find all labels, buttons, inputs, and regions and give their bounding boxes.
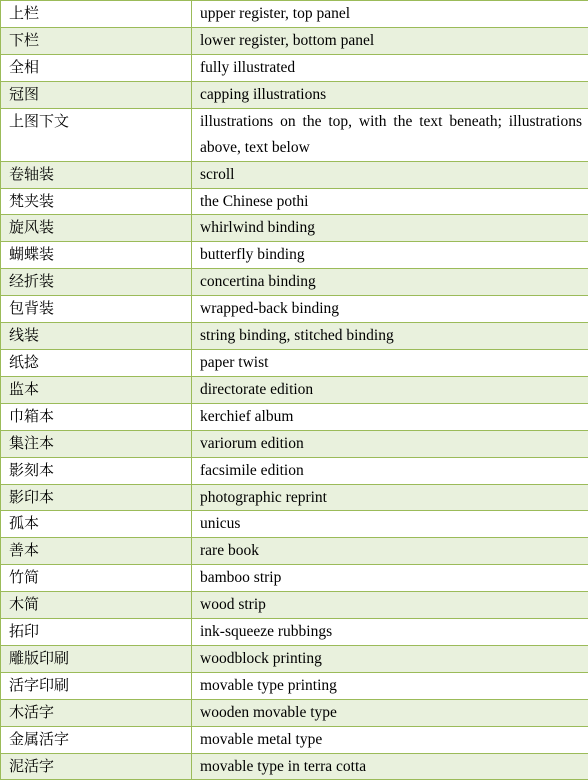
definition-cell: wood strip <box>192 592 588 619</box>
term-cell: 线装 <box>1 323 192 350</box>
table-row <box>1 592 588 619</box>
definition-cell: directorate edition <box>192 376 588 403</box>
term-cell: 包背装 <box>1 296 192 323</box>
definition-cell: movable metal type <box>192 726 588 753</box>
term-cell: 集注本 <box>1 430 192 457</box>
term-cell: 巾箱本 <box>1 403 192 430</box>
term-cell: 上栏 <box>1 1 192 28</box>
term-cell: 经折装 <box>1 269 192 296</box>
table-row <box>1 376 588 403</box>
definition-cell: scroll <box>192 161 588 188</box>
table-row <box>1 645 588 672</box>
table-row <box>1 242 588 269</box>
definition-cell: variorum edition <box>192 430 588 457</box>
table-row <box>1 403 588 430</box>
definition-cell: illustrations on the top, with the text beneath; illustrations above, text below <box>192 108 588 161</box>
definition-cell: kerchief album <box>192 403 588 430</box>
definition-cell: paper twist <box>192 349 588 376</box>
term-cell: 纸捻 <box>1 349 192 376</box>
definition-cell: wrapped-back binding <box>192 296 588 323</box>
term-cell: 梵夹装 <box>1 188 192 215</box>
table-row <box>1 699 588 726</box>
definition-cell: string binding, stitched binding <box>192 323 588 350</box>
table-row <box>1 457 588 484</box>
definition-cell: wooden movable type <box>192 699 588 726</box>
table-row <box>1 161 588 188</box>
definition-cell: concertina binding <box>192 269 588 296</box>
definition-cell: facsimile edition <box>192 457 588 484</box>
definition-cell: unicus <box>192 511 588 538</box>
term-cell: 善本 <box>1 538 192 565</box>
definition-cell: upper register, top panel <box>192 1 588 28</box>
definition-cell: fully illustrated <box>192 54 588 81</box>
table-row <box>1 619 588 646</box>
definition-cell: butterfly binding <box>192 242 588 269</box>
table-row <box>1 27 588 54</box>
glossary-body <box>1 1 588 780</box>
table-row <box>1 1 588 28</box>
term-cell: 旋风装 <box>1 215 192 242</box>
table-row <box>1 484 588 511</box>
definition-cell: movable type in terra cotta <box>192 753 588 780</box>
table-row <box>1 296 588 323</box>
table-row <box>1 349 588 376</box>
definition-cell: bamboo strip <box>192 565 588 592</box>
definition-cell: capping illustrations <box>192 81 588 108</box>
table-row <box>1 269 588 296</box>
term-cell: 蝴蝶装 <box>1 242 192 269</box>
term-cell: 木简 <box>1 592 192 619</box>
table-row <box>1 323 588 350</box>
definition-cell: movable type printing <box>192 672 588 699</box>
table-row <box>1 54 588 81</box>
term-cell: 竹简 <box>1 565 192 592</box>
term-cell: 监本 <box>1 376 192 403</box>
term-cell: 影印本 <box>1 484 192 511</box>
term-cell: 活字印刷 <box>1 672 192 699</box>
definition-cell: lower register, bottom panel <box>192 27 588 54</box>
definition-cell: whirlwind binding <box>192 215 588 242</box>
term-cell: 上图下文 <box>1 108 192 161</box>
table-row <box>1 430 588 457</box>
table-row <box>1 753 588 780</box>
definition-cell: rare book <box>192 538 588 565</box>
term-cell: 拓印 <box>1 619 192 646</box>
term-cell: 孤本 <box>1 511 192 538</box>
definition-cell: the Chinese pothi <box>192 188 588 215</box>
term-cell: 金属活字 <box>1 726 192 753</box>
definition-cell: ink-squeeze rubbings <box>192 619 588 646</box>
table-row <box>1 672 588 699</box>
term-cell: 下栏 <box>1 27 192 54</box>
table-row <box>1 81 588 108</box>
table-row <box>1 538 588 565</box>
term-cell: 全相 <box>1 54 192 81</box>
term-cell: 木活字 <box>1 699 192 726</box>
definition-cell: woodblock printing <box>192 645 588 672</box>
term-cell: 影刻本 <box>1 457 192 484</box>
term-cell: 泥活字 <box>1 753 192 780</box>
table-row <box>1 215 588 242</box>
table-row <box>1 511 588 538</box>
table-row <box>1 726 588 753</box>
term-cell: 雕版印刷 <box>1 645 192 672</box>
table-row <box>1 188 588 215</box>
term-cell: 卷轴装 <box>1 161 192 188</box>
term-cell: 冠图 <box>1 81 192 108</box>
table-row <box>1 108 588 161</box>
definition-cell: photographic reprint <box>192 484 588 511</box>
table-row <box>1 565 588 592</box>
